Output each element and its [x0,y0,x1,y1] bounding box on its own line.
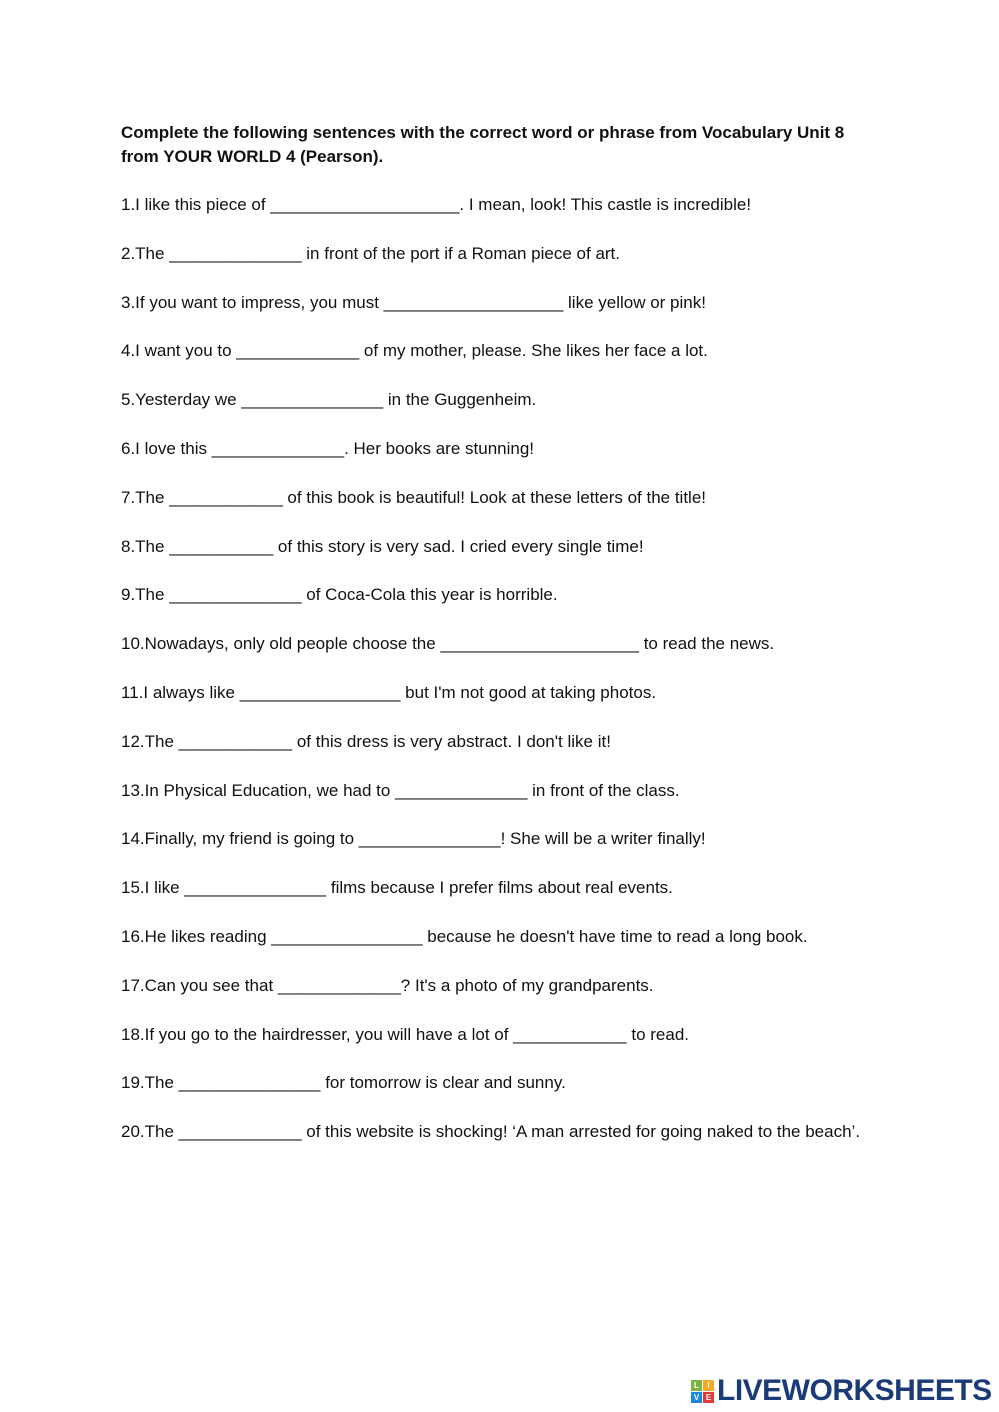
sentence-10: 10.Nowadays, only old people choose the _____________________ to read the news. [121,634,775,654]
logo-tile: E [703,1392,714,1403]
sentence-5: 5.Yesterday we _______________ in the Guggenheim. [121,390,537,410]
sentence-11: 11.I always like _________________ but I'm not good at taking photos. [121,682,657,702]
sentence-17: 17.Can you see that _____________? It's a photo of my grandparents. [121,975,654,995]
sentence-14: 14.Finally, my friend is going to _______________! She will be a writer finally! [121,829,706,849]
sentence-18: 18.If you go to the hairdresser, you will have a lot of ____________ to read. [121,1024,689,1044]
sentence-8: 8.The ___________ of this story is very sad. I cried every single time! [121,536,644,556]
sentence-12: 12.The ____________ of this dress is very abstract. I don't like it! [121,731,611,751]
instructions: Complete the following sentences with the correct word or phrase from Vocabulary Unit 8 from YOUR WORLD 4 (Pearson). [121,123,845,166]
sentence-19: 19.The _______________ for tomorrow is clear and sunny. [121,1073,566,1093]
sentence-7: 7.The ____________ of this book is beautiful! Look at these letters of the title! [121,487,707,507]
sentence-16: 16.He likes reading ________________ because he doesn't have time to read a long book. [121,926,808,946]
logo-tiles-icon [691,1380,714,1403]
sentence-6: 6.I love this ______________. Her books are stunning! [121,438,535,458]
liveworksheets-logo [691,1374,992,1408]
sentence-15: 15.I like _______________ films because I prefer films about real events. [121,878,673,898]
sentence-9: 9.The ______________ of Coca-Cola this year is horrible. [121,585,558,605]
sentence-1: 1.I like this piece of ____________________. I mean, look! This castle is incredible! [121,195,752,214]
sentence-13: 13.In Physical Education, we had to ______________ in front of the class. [121,780,680,800]
logo-tile: V [691,1392,702,1403]
logo-tile: L [691,1380,702,1391]
sentence-2: 2.The ______________ in front of the port if a Roman piece of art. [121,243,621,263]
sentence-4: 4.I want you to _____________ of my mother, please. She likes her face a lot. [121,341,708,361]
logo-tile: I [703,1380,714,1391]
sentence-20: 20.The _____________ of this website is shocking! ‘A man arrested for going naked to the beach’. [121,1122,861,1142]
logo-text: LIVEWORKSHEETS [717,1374,992,1407]
sentence-3: 3.If you want to impress, you must ___________________ like yellow or pink! [121,292,706,312]
sentence-list [121,193,871,1169]
